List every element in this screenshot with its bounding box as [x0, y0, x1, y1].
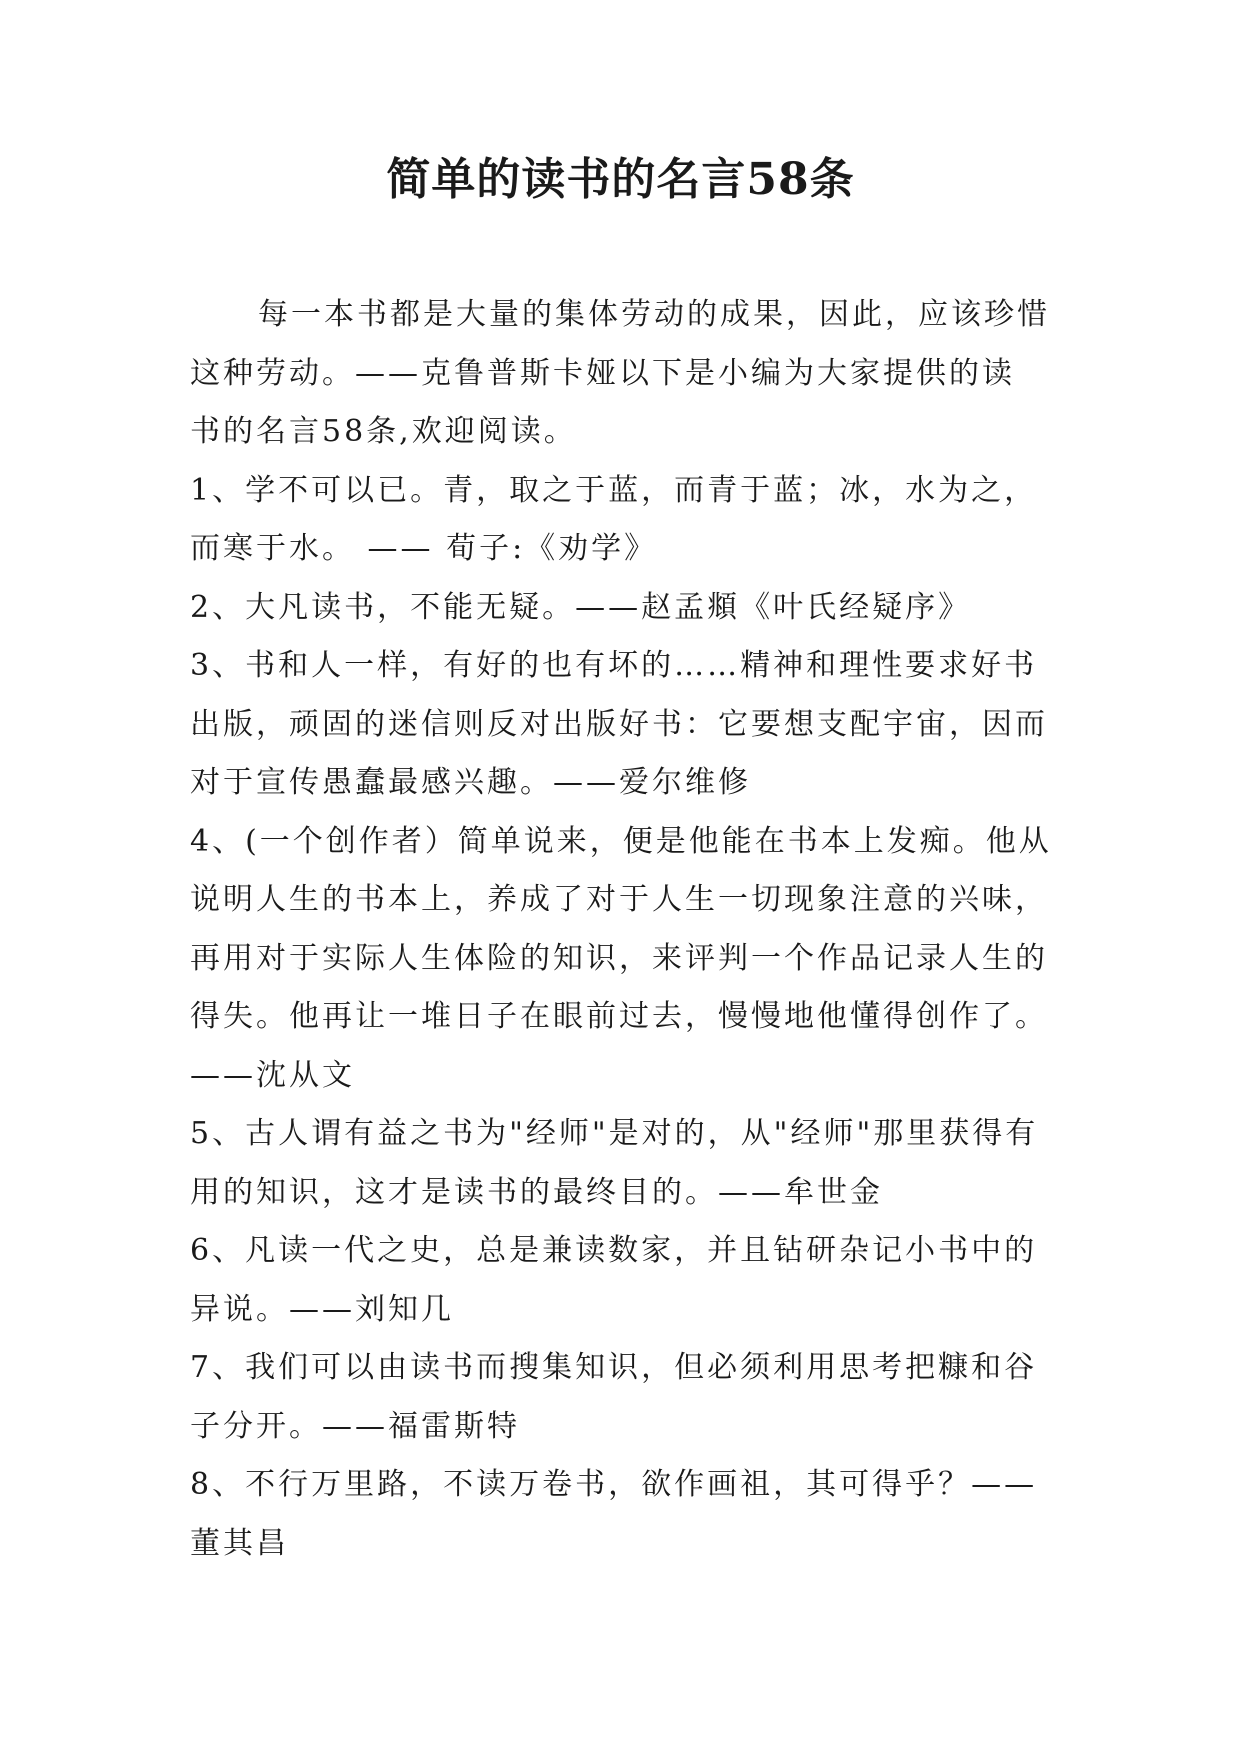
quote-line: 说明人生的书本上，养成了对于人生一切现象注意的兴味，	[190, 882, 1048, 917]
quote-line: 异说。——刘知几	[190, 1291, 454, 1327]
quote-item-5	[190, 1105, 1068, 1222]
document-title: 简单的读书的名言58条	[386, 154, 855, 205]
quote-line: 出版，顽固的迷信则反对出版好书：它要想支配宇宙，因而	[190, 706, 1048, 742]
quote-item-2	[190, 579, 1068, 638]
quote-line: 5、古人谓有益之书为"经师"是对的，从"经师"那里获得有	[190, 1116, 1039, 1151]
quote-line: 用的知识，这才是读书的最终目的。——牟世金	[190, 1174, 883, 1210]
quote-item-8	[190, 1456, 1068, 1573]
quote-line: 董其昌	[190, 1525, 289, 1561]
document-body	[190, 286, 1068, 1573]
quote-line: 4、(一个创作者）简单说来，便是他能在书本上发痴。他从	[190, 823, 1052, 859]
intro-line: 书的名言58条,欢迎阅读。	[190, 414, 577, 449]
quote-line: 7、我们可以由读书而搜集知识，但必须利用思考把糠和谷	[190, 1350, 1038, 1385]
quote-line: 子分开。——福雷斯特	[190, 1408, 520, 1444]
intro-paragraph	[190, 286, 1068, 462]
quote-line: 3、书和人一样，有好的也有坏的……精神和理性要求好书	[190, 648, 1038, 683]
quote-line: 再用对于实际人生体险的知识，来评判一个作品记录人生的	[190, 940, 1048, 976]
quote-line: 8、不行万里路，不读万卷书，欲作画祖，其可得乎？——	[190, 1467, 1038, 1502]
quote-item-7	[190, 1339, 1068, 1456]
quote-line: 得失。他再让一堆日子在眼前过去，慢慢地他懂得创作了。	[190, 999, 1048, 1034]
quote-item-6	[190, 1222, 1068, 1339]
quote-line: 对于宣传愚蠢最感兴趣。——爱尔维修	[190, 765, 751, 800]
intro-line: 这种劳动。——克鲁普斯卡娅以下是小编为大家提供的读	[190, 355, 1015, 391]
quote-item-3	[190, 637, 1068, 813]
quote-item-1	[190, 462, 1068, 579]
quote-line: 而寒于水。 —— 荀子:《劝学》	[190, 531, 658, 566]
quote-line: 1、学不可以已。青，取之于蓝，而青于蓝；冰，水为之，	[190, 472, 1038, 508]
quote-line: 6、凡读一代之史，总是兼读数家，并且钻研杂记小书中的	[190, 1233, 1038, 1268]
quote-item-4	[190, 813, 1068, 1106]
quote-line: ——沈从文	[190, 1057, 355, 1093]
intro-line: 每一本书都是大量的集体劳动的成果，因此，应该珍惜	[258, 297, 1050, 332]
quote-line: 2、大凡读书，不能无疑。——赵孟頫《叶氏经疑序》	[190, 589, 972, 625]
